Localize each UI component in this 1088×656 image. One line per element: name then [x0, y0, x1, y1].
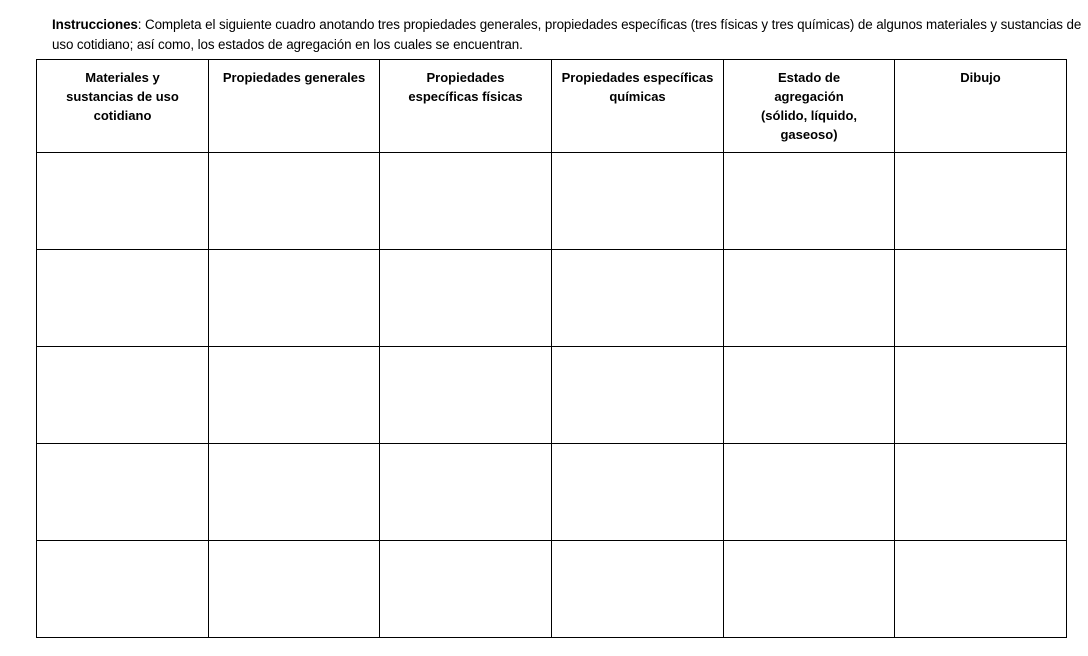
table-cell[interactable]: [209, 347, 380, 444]
table-cell[interactable]: [380, 541, 552, 638]
table-cell[interactable]: [380, 444, 552, 541]
table-cell[interactable]: [37, 541, 209, 638]
header-propiedades-generales: [209, 60, 380, 153]
table-cell[interactable]: [209, 250, 380, 347]
table-row: [37, 250, 1067, 347]
header-propiedades-quimicas-label: Propiedades específicas químicas: [561, 70, 714, 104]
table-cell[interactable]: [724, 444, 895, 541]
header-propiedades-generales-label: Propiedades generales: [222, 70, 366, 85]
properties-table: [36, 59, 1067, 638]
table-cell[interactable]: [895, 347, 1067, 444]
table-cell[interactable]: [552, 250, 724, 347]
header-dibujo-label: Dibujo: [960, 70, 1001, 85]
table-cell[interactable]: [552, 541, 724, 638]
table-cell[interactable]: [37, 444, 209, 541]
table-cell[interactable]: [209, 541, 380, 638]
header-materiales: [37, 60, 209, 153]
table-cell[interactable]: [380, 250, 552, 347]
table-cell[interactable]: [724, 541, 895, 638]
table-cell[interactable]: [895, 444, 1067, 541]
table-cell[interactable]: [895, 153, 1067, 250]
table-cell[interactable]: [209, 153, 380, 250]
table-cell[interactable]: [895, 541, 1067, 638]
header-materiales-label: Materiales y sustancias de uso cotidiano: [66, 70, 179, 123]
table-cell[interactable]: [724, 153, 895, 250]
table-row: [37, 444, 1067, 541]
table-cell[interactable]: [552, 347, 724, 444]
table-cell[interactable]: [209, 444, 380, 541]
header-propiedades-quimicas: [552, 60, 724, 153]
table-cell[interactable]: [552, 444, 724, 541]
instructions-text: : Completa el siguiente cuadro anotando tres propiedades generales, propiedades específicas (tres físicas y tres químicas) de algunos materiales y sustancias de uso cotidiano; así como, los estados de agregación en los cuales se encuentran.: [52, 17, 1082, 52]
table-row: [37, 153, 1067, 250]
table-row: [37, 541, 1067, 638]
instructions-paragraph: [52, 15, 1082, 55]
header-propiedades-fisicas: [380, 60, 552, 153]
header-dibujo: [895, 60, 1067, 153]
header-estado-agregacion: [724, 60, 895, 153]
header-propiedades-fisicas-label: Propiedades específicas físicas: [408, 70, 523, 104]
table-header-row: [37, 60, 1067, 153]
table-cell[interactable]: [37, 250, 209, 347]
table-cell[interactable]: [37, 153, 209, 250]
instructions-label: Instrucciones: [52, 17, 138, 32]
table-row: [37, 347, 1067, 444]
header-estado-agregacion-label: Estado de agregación (sólido, líquido, gaseoso): [760, 70, 858, 142]
table-cell[interactable]: [724, 347, 895, 444]
table-cell[interactable]: [895, 250, 1067, 347]
table-cell[interactable]: [552, 153, 724, 250]
table-cell[interactable]: [380, 347, 552, 444]
table-cell[interactable]: [380, 153, 552, 250]
table-cell[interactable]: [724, 250, 895, 347]
table-cell[interactable]: [37, 347, 209, 444]
